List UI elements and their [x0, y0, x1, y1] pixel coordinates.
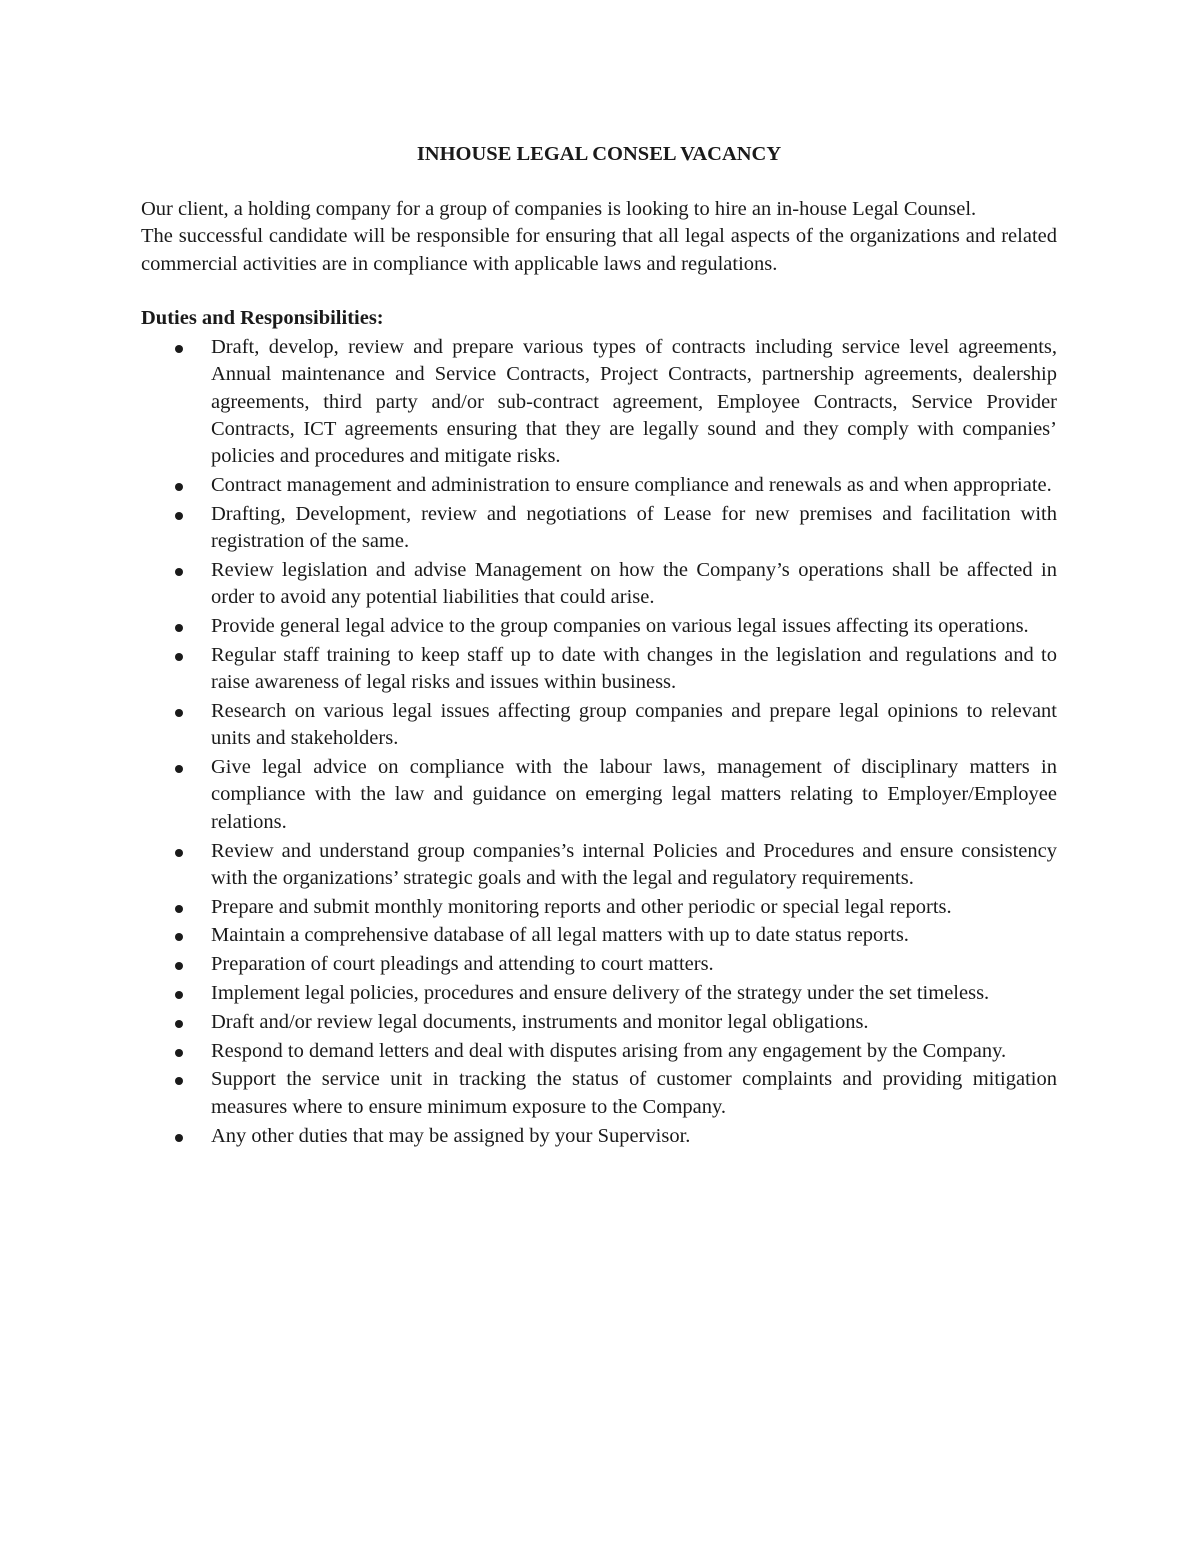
list-item [141, 334, 1057, 470]
bullet-icon [175, 1020, 183, 1028]
page-title: INHOUSE LEGAL CONSEL VACANCY [416, 143, 782, 165]
list-item [141, 1066, 1057, 1121]
list-item [141, 557, 1057, 612]
list-item [141, 501, 1057, 556]
list-item-text: Draft, develop, review and prepare various types of contracts including service level agreements, Annual maintenance and Service Contracts, Project Contracts, partnership agreements, dealership agreements, third party and/or sub-contract agreement, Employee Contracts, Service Provider Contracts, ICT agreements ensuring that they are legally sound and they comply with companies’ policies and procedures and mitigate risks. [211, 336, 1057, 468]
list-item-text: Drafting, Development, review and negotiations of Lease for new premises and facilitation with registration of the same. [211, 502, 1057, 553]
spacer [141, 168, 1057, 196]
list-item-text: Maintain a comprehensive database of all legal matters with up to date status reports. [211, 924, 909, 947]
list-item [141, 613, 1057, 640]
list-item-text: Any other duties that may be assigned by your Supervisor. [211, 1124, 691, 1147]
spacer [141, 278, 1057, 305]
bullet-icon [175, 624, 183, 632]
list-item-text: Contract management and administration to ensure compliance and renewals as and when appropriate. [211, 474, 1052, 497]
list-item [141, 951, 1057, 978]
list-item-text: Support the service unit in tracking the status of customer complaints and providing mitigation measures where to ensure minimum exposure to the Company. [211, 1068, 1057, 1118]
list-item [141, 894, 1057, 921]
bullet-icon [175, 345, 183, 353]
list-item [141, 922, 1057, 949]
document-body [141, 141, 1057, 1151]
list-item [141, 1009, 1057, 1036]
bullet-icon [175, 1077, 183, 1085]
bullet-icon [175, 709, 183, 717]
section-heading: Duties and Responsibilities: [141, 306, 384, 329]
bullet-icon [175, 905, 183, 913]
bullet-icon [175, 483, 183, 491]
list-item-text: Research on various legal issues affecting group companies and prepare legal opinions to relevant units and stakeholders. [211, 700, 1057, 750]
list-item-text: Preparation of court pleadings and attending to court matters. [211, 953, 714, 976]
list-item-text: Review and understand group companies’s internal Policies and Procedures and ensure consistency with the organizations’ strategic goals and with the legal and regulatory requirements. [211, 839, 1057, 889]
bullet-icon [175, 962, 183, 970]
list-item [141, 980, 1057, 1007]
list-item [141, 698, 1057, 753]
bullet-icon [175, 765, 183, 773]
list-item-text: Regular staff training to keep staff up to date with changes in the legislation and regulations and to raise awareness of legal risks and issues within business. [211, 643, 1057, 694]
bullet-icon [175, 933, 183, 941]
duties-list [141, 334, 1057, 1150]
list-item [141, 1123, 1057, 1150]
list-item-text: Respond to demand letters and deal with disputes arising from any engagement by the Company. [211, 1039, 1007, 1062]
bullet-icon [175, 849, 183, 857]
list-item [141, 838, 1057, 893]
list-item-text: Review legislation and advise Management on how the Company’s operations shall be affected in order to avoid any potential liabilities that could arise. [211, 559, 1057, 609]
list-item [141, 754, 1057, 836]
intro-paragraph: Our client, a holding company for a group of companies is looking to hire an in-house Legal Counsel. [141, 198, 977, 220]
bullet-icon [175, 1049, 183, 1057]
bullet-icon [175, 512, 183, 520]
list-item [141, 1038, 1057, 1065]
list-item-text: Prepare and submit monthly monitoring reports and other periodic or special legal reports. [211, 895, 952, 918]
list-item-text: Provide general legal advice to the group companies on various legal issues affecting its operations. [211, 615, 1029, 638]
list-item [141, 642, 1057, 697]
bullet-icon [175, 1134, 183, 1142]
list-item-text: Draft and/or review legal documents, instruments and monitor legal obligations. [211, 1010, 869, 1033]
list-item-text: Implement legal policies, procedures and ensure delivery of the strategy under the set timeless. [211, 982, 990, 1005]
bullet-icon [175, 653, 183, 661]
bullet-icon [175, 568, 183, 576]
list-item [141, 472, 1057, 499]
bullet-icon [175, 991, 183, 999]
intro-paragraph: The successful candidate will be responsible for ensuring that all legal aspects of the organizations and related commercial activities are in compliance with applicable laws and regulations. [141, 225, 1057, 275]
list-item-text: Give legal advice on compliance with the labour laws, management of disciplinary matters in compliance with the law and guidance on emerging legal matters relating to Employer/Employee relations. [211, 756, 1057, 833]
